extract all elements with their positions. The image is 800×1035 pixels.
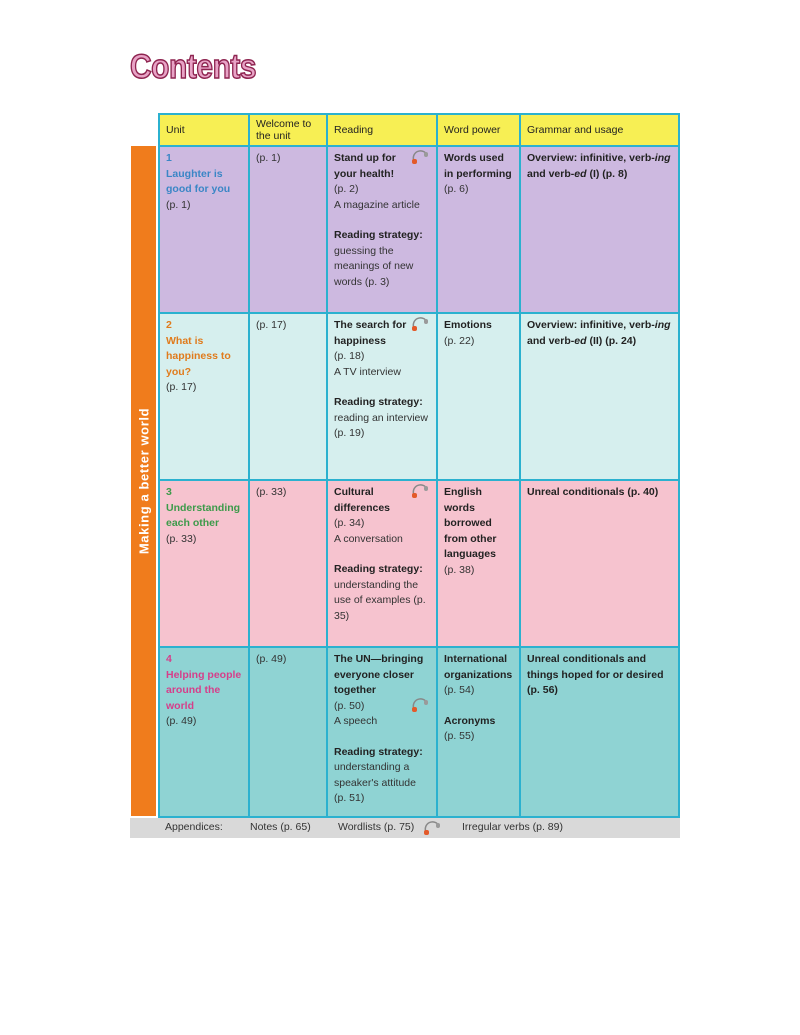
welcome-cell [250, 648, 328, 816]
word-power-extra-page: (p. 55) [444, 730, 475, 742]
word-power-title: International organizations [444, 653, 513, 681]
word-power-extra-title: Acronyms [444, 714, 496, 727]
reading-title: The search for happiness [334, 319, 407, 347]
unit-cell [160, 147, 250, 312]
welcome-cell [250, 147, 328, 312]
appendix-notes: Notes (p. 65) [250, 821, 311, 833]
headphones-icon [410, 697, 430, 713]
grammar-cell [521, 147, 678, 312]
reading-cell [328, 481, 438, 646]
unit-cell [160, 481, 250, 646]
theme-label: Making a better world [136, 407, 151, 555]
unit-title: Laughter is good for you [166, 167, 231, 195]
unit-number: 1 [166, 152, 172, 164]
strategy-label: Reading strategy: [334, 563, 423, 575]
header-reading: Reading [328, 115, 438, 145]
unit-row-1 [160, 147, 678, 314]
reading-title: The UN—bringing everyone closer together [334, 653, 424, 696]
reading-cell [328, 314, 438, 479]
headphones-icon [410, 483, 430, 499]
grammar-text: Overview: infinitive, verb-ing and verb-ed (I) (p. 8) [527, 152, 671, 180]
word-power-cell [438, 314, 521, 479]
header-welcome: Welcome to the unit [250, 115, 328, 145]
contents-table [158, 113, 680, 818]
word-power-cell [438, 648, 521, 816]
grammar-text: Overview: infinitive, verb-ing and verb-ed (II) (p. 24) [527, 319, 671, 347]
grammar-cell [521, 648, 678, 816]
welcome-cell [250, 314, 328, 479]
word-power-page: (p. 6) [444, 183, 469, 195]
unit-number: 2 [166, 319, 172, 331]
unit-title: Helping people around the world [166, 668, 242, 712]
unit-title: Understanding each other [166, 501, 241, 529]
reading-page: (p. 2) [334, 183, 359, 195]
strategy-text: understanding a speaker's attitude (p. 51) [334, 761, 416, 804]
grammar-text: Unreal conditionals (p. 40) [527, 486, 659, 498]
appendices-label: Appendices: [165, 821, 223, 833]
header-grammar: Grammar and usage [527, 124, 624, 136]
header-row [160, 115, 678, 147]
header-word-power: Word power [438, 115, 521, 145]
welcome-page: (p. 49) [256, 653, 287, 665]
welcome-page: (p. 17) [256, 319, 287, 331]
reading-type: A speech [334, 715, 378, 727]
unit-page: (p. 1) [166, 198, 191, 211]
strategy-text: understanding the use of examples (p. 35) [334, 578, 426, 622]
unit-title: What is happiness to you? [166, 334, 231, 378]
strategy-label: Reading strategy: [334, 745, 423, 758]
unit-number: 4 [166, 653, 172, 665]
headphones-icon [422, 820, 442, 836]
reading-cell [328, 648, 438, 816]
unit-number: 3 [166, 486, 172, 498]
grammar-cell [521, 314, 678, 479]
strategy-text: reading an interview (p. 19) [334, 411, 428, 439]
unit-row-3 [160, 481, 678, 648]
header-unit: Unit [160, 115, 250, 145]
strategy-label: Reading strategy: [334, 396, 423, 408]
unit-cell [160, 314, 250, 479]
unit-page: (p. 33) [166, 532, 197, 545]
grammar-cell [521, 481, 678, 646]
reading-cell [328, 147, 438, 312]
reading-title: Stand up for your health! [334, 152, 396, 180]
word-power-title: English words borrowed from other languages [444, 486, 497, 560]
welcome-page: (p. 1) [256, 152, 281, 164]
reading-page: (p. 18) [334, 350, 365, 362]
word-power-page: (p. 22) [444, 334, 475, 347]
unit-page: (p. 17) [166, 381, 197, 393]
word-power-cell [438, 481, 521, 646]
reading-page: (p. 50) [334, 699, 365, 712]
appendices-bar [130, 818, 680, 838]
word-power-page: (p. 54) [444, 684, 475, 696]
reading-page: (p. 34) [334, 517, 365, 529]
welcome-page: (p. 33) [256, 486, 287, 498]
word-power-title: Emotions [444, 319, 492, 331]
reading-type: A conversation [334, 532, 403, 545]
unit-cell [160, 648, 250, 816]
reading-type: A magazine article [334, 198, 420, 211]
word-power-page: (p. 38) [444, 563, 475, 576]
unit-row-4 [160, 648, 678, 816]
reading-type: A TV interview [334, 365, 401, 378]
page-title: Contents [130, 48, 257, 86]
appendix-wordlists: Wordlists (p. 75) [338, 821, 415, 833]
headphones-icon [410, 316, 430, 332]
theme-sidebar [131, 146, 156, 816]
welcome-cell [250, 481, 328, 646]
strategy-label: Reading strategy: [334, 229, 423, 241]
word-power-title: Words used in performing [444, 152, 512, 180]
word-power-cell [438, 147, 521, 312]
grammar-text: Unreal conditionals and things hoped for or desired (p. 56) [527, 653, 664, 696]
reading-title: Cultural differences [334, 486, 391, 514]
unit-row-2 [160, 314, 678, 481]
headphones-icon [410, 149, 430, 165]
appendix-irregular-verbs: Irregular verbs (p. 89) [462, 821, 563, 833]
strategy-text: guessing the meanings of new words (p. 3) [334, 244, 414, 288]
unit-page: (p. 49) [166, 715, 197, 727]
